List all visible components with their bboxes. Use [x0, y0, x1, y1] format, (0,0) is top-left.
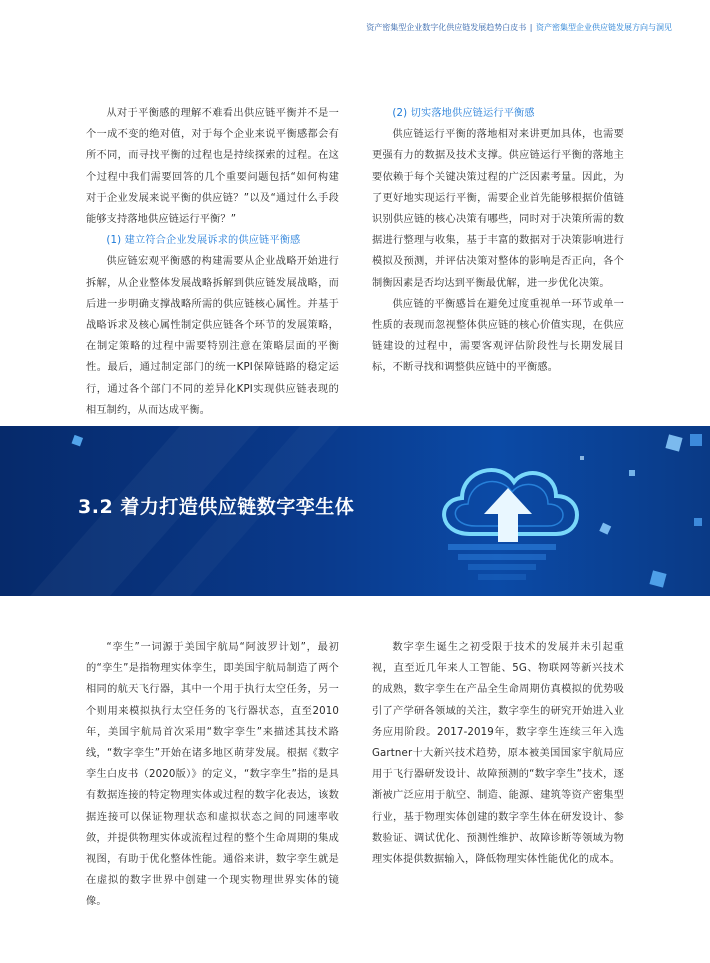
section-title: 3.2 着力打造供应链数字孪生体	[78, 496, 355, 518]
paragraph: 数字孪生诞生之初受限于技术的发展并未引起重视，直至近几年来人工智能、5G、物联网等新兴技术的成熟，数字孪生在产品全生命周期仿真模拟的优势吸引了产学研各领域的关注，数字孪生的研究开始进入业务应用阶段。2017-2019年，数字孪生连续三年入选Gartner十大新兴技术趋势，原本被美国国家宇航局应用于飞行器研发设计、故障预测的“数字孪生”技术，逐渐被广泛应用于航空、制造、能源、建筑等资产密集型行业，基于物理实体创建的数字孪生体在研发设计、参数验证、调试优化、预测性维护、故障诊断等领域为物理实体提供数据输入，降低物理实体性能优化的成本。	[372, 642, 624, 866]
header-separator: |	[529, 23, 533, 32]
paragraph: 从对于平衡感的理解不难看出供应链平衡并不是一个一成不变的绝对值，对于每个企业来说平衡感都会有所不同，而寻找平衡的过程也是持续探索的过程。在这个过程中我们需要回答的几个重要问题包括“如何构建对于企业发展来说平衡的供应链？”以及“通过什么手段能够支持落地供应链运行平衡？”	[86, 108, 339, 226]
running-header	[366, 22, 672, 33]
subheading: (2) 切实落地供应链运行平衡感	[392, 108, 535, 119]
stairs-graphic	[448, 544, 556, 580]
paragraph: 供应链的平衡感旨在避免过度重视单一环节或单一性质的表现而忽视整体供应链的核心价值实现，在供应链建设的过程中，需要客观评估阶段性与长期发展目标，不断寻找和调整供应链中的平衡感。	[372, 298, 624, 374]
paragraph: 供应链宏观平衡感的构建需要从企业战略开始进行拆解，从企业整体发展战略拆解到供应链发展战略，而后进一步明确支撑战略所需的供应链核心属性。并基于战略诉求及核心属性制定供应链各个环节的发展策略，在制定策略的过程中需要特别注意在策略层面的平衡性。最后，通过制定部门的统一KPI保障链路的稳定运行，通过各个部门不同的差异化KPI实现供应链表现的相互制约，从而达成平衡。	[86, 256, 339, 416]
subheading: (1) 建立符合企业发展诉求的供应链平衡感	[106, 235, 301, 247]
left-column-top	[86, 103, 339, 421]
right-column-bottom	[372, 637, 624, 870]
left-column-bottom	[86, 637, 339, 913]
right-column-top	[372, 103, 624, 379]
paragraph: 供应链运行平衡的落地相对来讲更加具体，也需要更强有力的数据及技术支撑。供应链运行平衡的落地主要依赖于每个关键决策过程的广泛因素考量。因此，为了更好地实现运行平衡，需要企业首先能够根据价值链识别供应链的核心决策有哪些，同时对于决策所需的数据进行整理与收集，基于丰富的数据对于决策影响进行模拟及预测，并评估决策对整体的影响是否正向，各个制衡因素是否均达到平衡最优解，进一步优化决策。	[372, 129, 624, 289]
section-banner	[0, 426, 710, 596]
header-section-title: 资产密集型企业供应链发展方向与洞见	[536, 23, 672, 32]
paragraph: “孪生”一词源于美国宇航局“阿波罗计划”，最初的“孪生”是指物理实体孪生，即美国宇航局制造了两个相同的航天飞行器，其中一个用于执行太空任务，另一个则用来模拟执行太空任务的飞行器状态，直至2010年，美国宇航局首次采用“数字孪生”来描述其技术路线，“数字孪生”开始在诸多地区萌芽发展。根据《数字孪生白皮书（2020版）》的定义，“数字孪生”指的是具有数据连接的特定物理实体或过程的数字化表达，该数据连接可以保证物理状态和虚拟状态之间的同速率收敛，并提供物理实体或流程过程的整个生命周期的集成视图，有助于优化整体性能。通俗来讲，数字孪生就是在虚拟的数字世界中创建一个现实物理世界实体的镜像。	[86, 642, 339, 908]
header-doc-title: 资产密集型企业数字化供应链发展趋势白皮书	[366, 23, 527, 32]
cloud-upload-icon	[444, 470, 577, 542]
